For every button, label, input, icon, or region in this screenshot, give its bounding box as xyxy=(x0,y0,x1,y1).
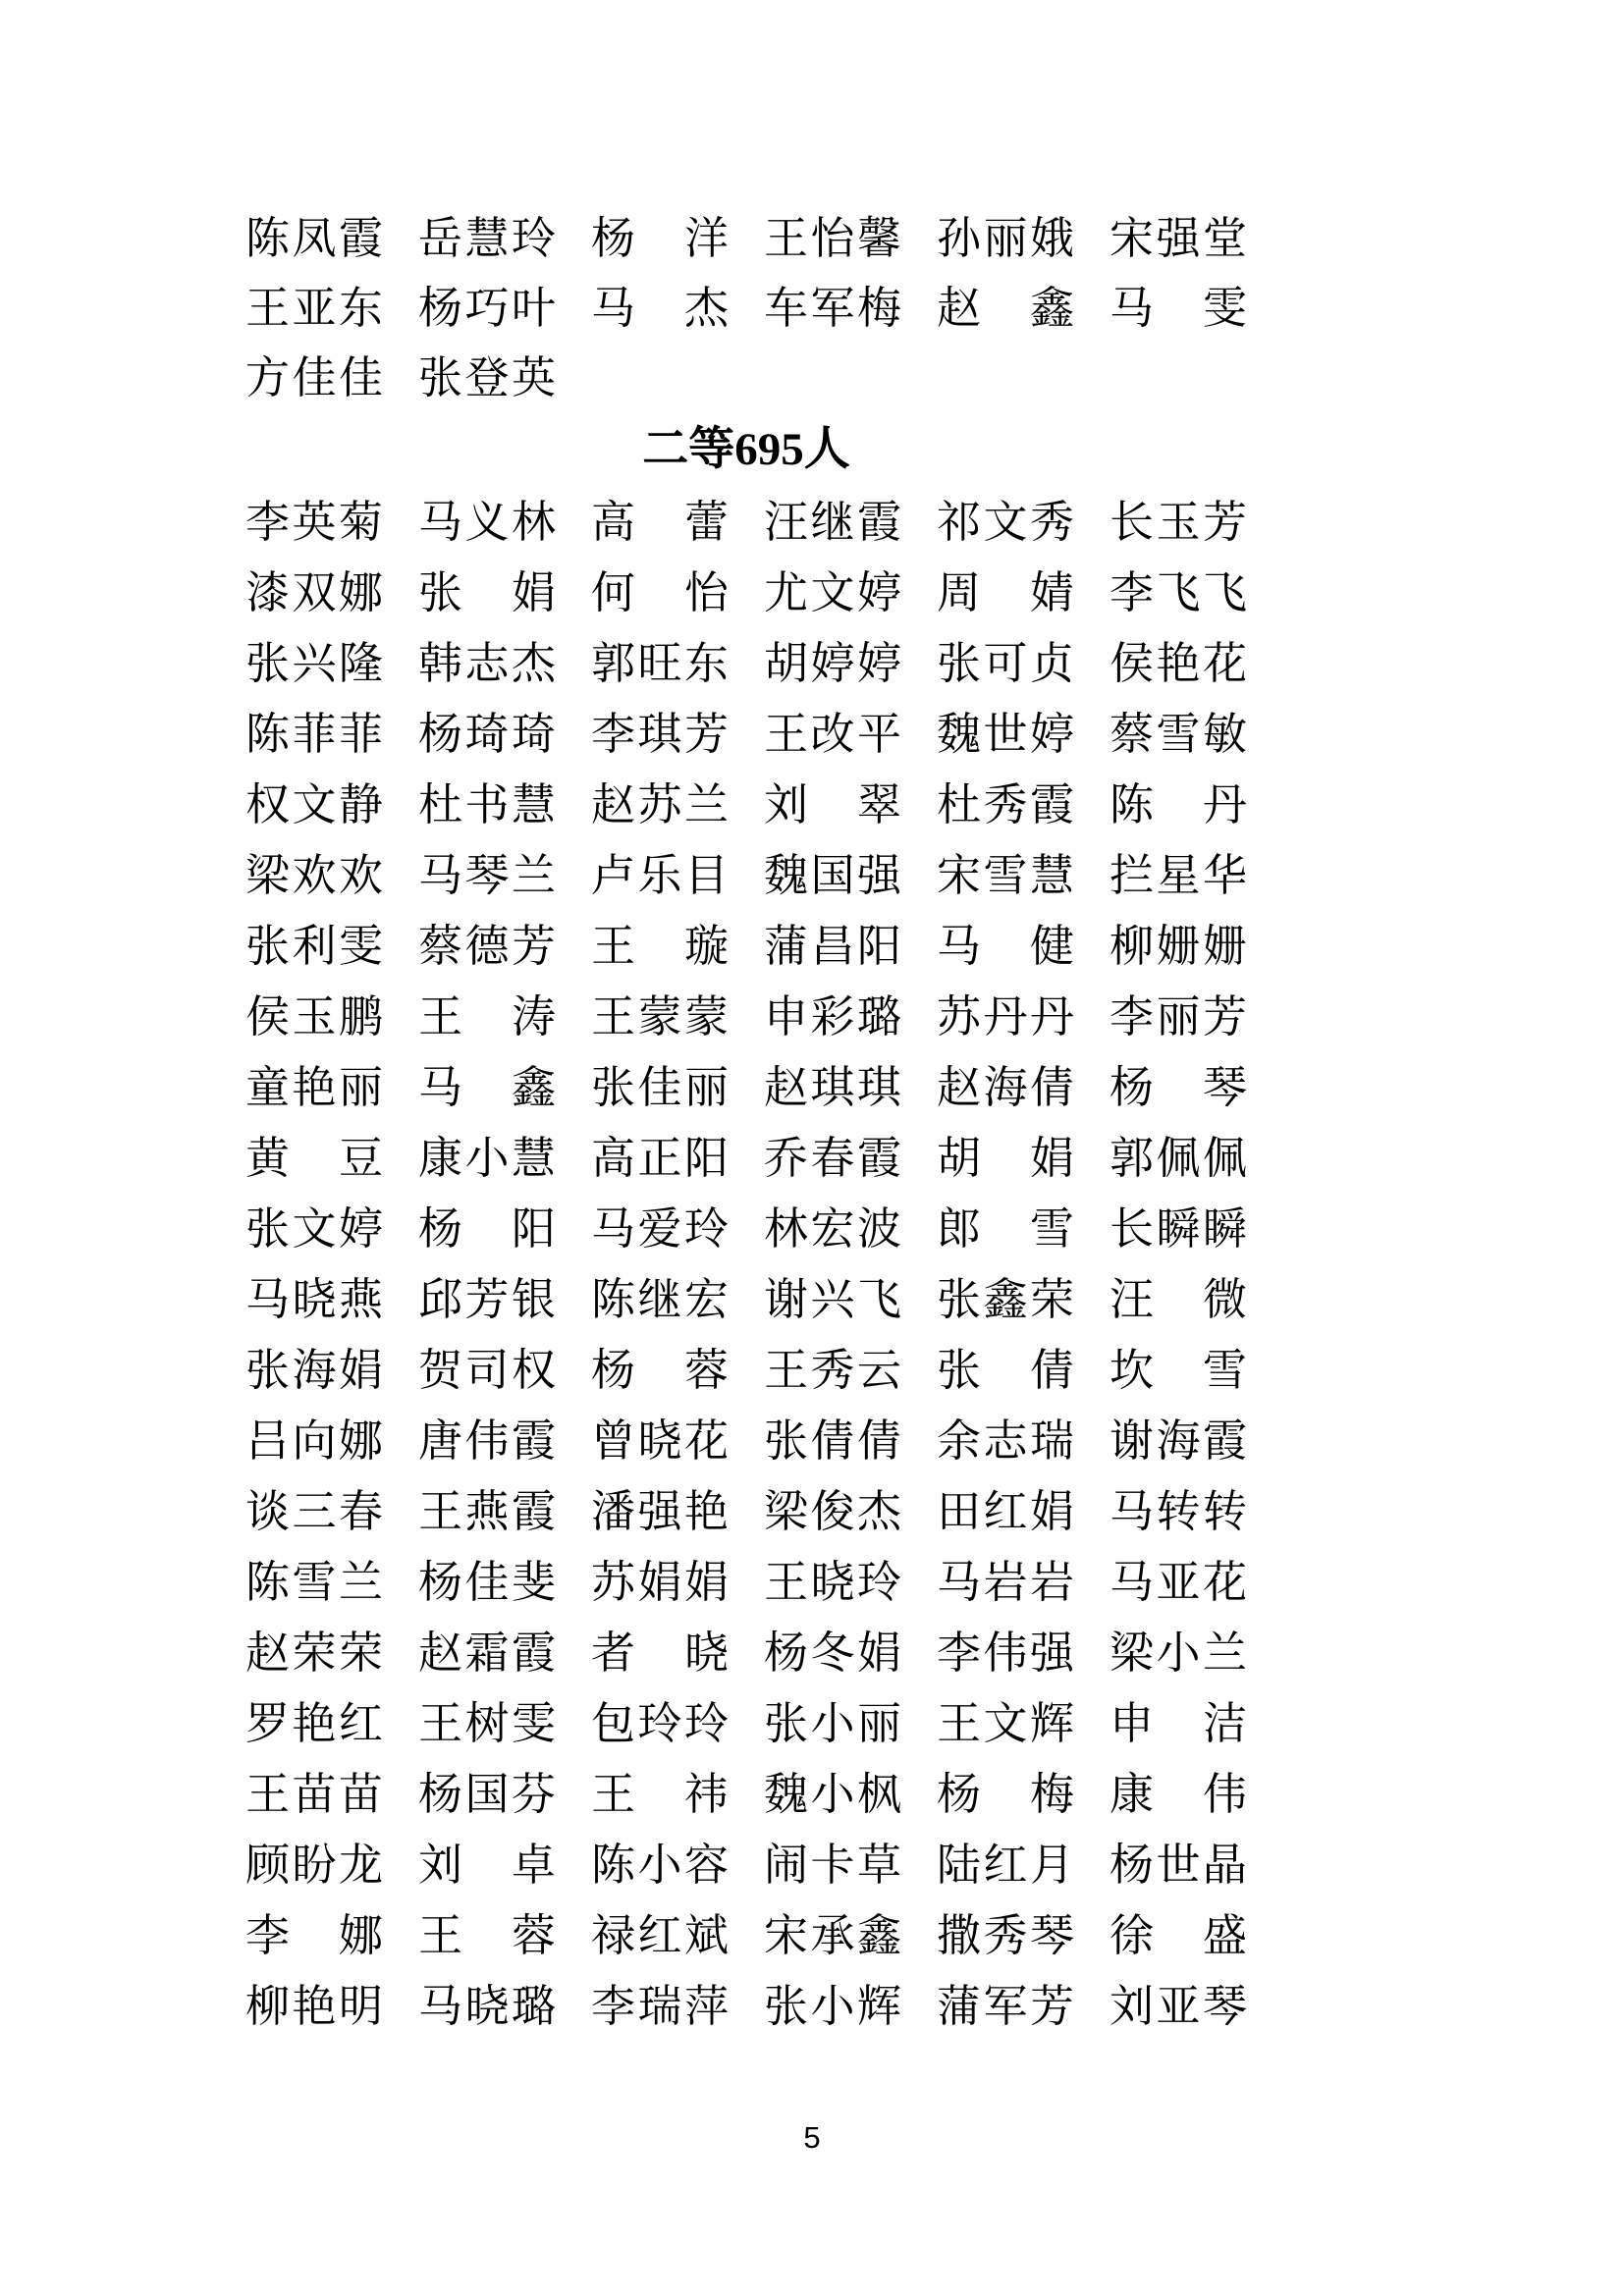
person-name: 马雯 xyxy=(1110,284,1247,333)
person-name: 赵琪琪 xyxy=(764,1062,901,1112)
person-name: 潘强艳 xyxy=(591,1486,729,1536)
person-name: 陈继宏 xyxy=(591,1274,729,1324)
name-row xyxy=(245,1194,1247,1264)
person-name: 蒲昌阳 xyxy=(764,921,901,971)
person-name: 撒秀琴 xyxy=(937,1910,1074,1960)
name-row xyxy=(245,770,1247,840)
person-name: 胡娟 xyxy=(937,1133,1074,1183)
name-row xyxy=(245,1547,1247,1618)
name-row xyxy=(245,487,1247,558)
person-name: 张利雯 xyxy=(245,921,383,971)
person-name: 王改平 xyxy=(764,709,901,759)
person-name: 张小丽 xyxy=(764,1698,901,1748)
person-name: 王树雯 xyxy=(418,1698,556,1748)
person-name: 申洁 xyxy=(1110,1698,1247,1748)
name-row xyxy=(245,1264,1247,1335)
name-row xyxy=(245,699,1247,770)
page-number: 5 xyxy=(803,2120,821,2155)
person-name: 李娜 xyxy=(245,1910,383,1960)
person-name: 张兴隆 xyxy=(245,638,383,688)
person-name: 杨蓉 xyxy=(591,1345,729,1395)
person-name: 杨梅 xyxy=(937,1769,1074,1819)
person-name: 魏小枫 xyxy=(764,1769,901,1819)
person-name: 马杰 xyxy=(591,284,729,333)
person-name: 王亚东 xyxy=(245,284,383,333)
person-name: 李飞飞 xyxy=(1110,567,1247,617)
name-row xyxy=(245,558,1247,628)
person-name: 蒲军芳 xyxy=(937,1981,1074,2031)
person-name: 赵鑫 xyxy=(937,284,1074,333)
person-name: 郭旺东 xyxy=(591,638,729,688)
person-name: 陈凤霞 xyxy=(245,214,383,263)
person-name: 禄红斌 xyxy=(591,1910,729,1960)
name-row xyxy=(245,628,1247,699)
name-row xyxy=(245,204,1247,274)
person-name: 谈三春 xyxy=(245,1486,383,1536)
person-name: 杨阳 xyxy=(418,1203,556,1254)
person-name: 田红娟 xyxy=(937,1486,1074,1536)
name-row xyxy=(245,1618,1247,1688)
person-name: 王蒙蒙 xyxy=(591,991,729,1041)
person-name: 马亚花 xyxy=(1110,1557,1247,1607)
person-name: 蔡雪敏 xyxy=(1110,709,1247,759)
person-name: 包玲玲 xyxy=(591,1698,729,1748)
person-name: 马晓燕 xyxy=(245,1274,383,1324)
person-name: 宋强堂 xyxy=(1110,214,1247,263)
person-name: 宋承鑫 xyxy=(764,1910,901,1960)
person-name: 马健 xyxy=(937,921,1074,971)
person-name: 苏丹丹 xyxy=(937,991,1074,1041)
person-name: 谢兴飞 xyxy=(764,1274,901,1324)
name-row xyxy=(245,911,1247,982)
person-name: 邱芳银 xyxy=(418,1274,556,1324)
section-heading: 二等695人 xyxy=(642,424,850,475)
person-name: 魏世婷 xyxy=(937,709,1074,759)
person-name: 张小辉 xyxy=(764,1981,901,2031)
person-name: 马爱玲 xyxy=(591,1203,729,1254)
person-name: 王苗苗 xyxy=(245,1769,383,1819)
person-name: 贺司权 xyxy=(418,1345,556,1395)
person-name: 陈小容 xyxy=(591,1840,729,1890)
person-name: 马琴兰 xyxy=(418,850,556,900)
person-name: 权文静 xyxy=(245,779,383,829)
person-name: 李瑞萍 xyxy=(591,1981,729,2031)
person-name: 长瞬瞬 xyxy=(1110,1203,1247,1254)
person-name: 徐盛 xyxy=(1110,1910,1247,1960)
person-name: 顾盼龙 xyxy=(245,1840,383,1890)
person-name: 宋雪慧 xyxy=(937,850,1074,900)
person-name: 申彩璐 xyxy=(764,991,901,1041)
person-name: 周婧 xyxy=(937,567,1074,617)
person-name: 曾晓花 xyxy=(591,1415,729,1466)
person-name: 李伟强 xyxy=(937,1628,1074,1678)
name-row xyxy=(245,1406,1247,1476)
person-name: 林宏波 xyxy=(764,1203,901,1254)
person-name: 陆红月 xyxy=(937,1840,1074,1890)
person-name: 王晓玲 xyxy=(764,1557,901,1607)
person-name: 车军梅 xyxy=(764,284,901,333)
person-name: 拦星华 xyxy=(1110,850,1247,900)
person-name: 杨世晶 xyxy=(1110,1840,1247,1890)
person-name: 刘亚琴 xyxy=(1110,1981,1247,2031)
name-row xyxy=(245,1971,1247,2042)
person-name: 康小慧 xyxy=(418,1133,556,1183)
person-name: 刘卓 xyxy=(418,1840,556,1890)
person-name: 杨佳斐 xyxy=(418,1557,556,1607)
person-name: 柳姗姗 xyxy=(1110,921,1247,971)
person-name: 高蕾 xyxy=(591,497,729,547)
name-row xyxy=(245,1688,1247,1759)
person-name: 高正阳 xyxy=(591,1133,729,1183)
person-name: 杨琦琦 xyxy=(418,709,556,759)
person-name: 韩志杰 xyxy=(418,638,556,688)
person-name: 杨巧叶 xyxy=(418,284,556,333)
person-name: 王怡馨 xyxy=(764,214,901,263)
name-row xyxy=(245,274,1247,344)
person-name: 李丽芳 xyxy=(1110,991,1247,1041)
person-name: 苏娟娟 xyxy=(591,1557,729,1607)
person-name: 李英菊 xyxy=(245,497,383,547)
person-name: 张倩 xyxy=(937,1345,1074,1395)
person-name: 尤文婷 xyxy=(764,567,901,617)
person-name: 杨洋 xyxy=(591,214,729,263)
person-name: 王秀云 xyxy=(764,1345,901,1395)
person-name: 赵苏兰 xyxy=(591,779,729,829)
person-name: 余志瑞 xyxy=(937,1415,1074,1466)
person-name: 张佳丽 xyxy=(591,1062,729,1112)
person-name: 陈菲菲 xyxy=(245,709,383,759)
person-name: 郭佩佩 xyxy=(1110,1133,1247,1183)
name-row xyxy=(245,982,1247,1052)
person-name: 杜书慧 xyxy=(418,779,556,829)
person-name: 赵荣荣 xyxy=(245,1628,383,1678)
person-name: 杜秀霞 xyxy=(937,779,1074,829)
person-name: 黄豆 xyxy=(245,1133,383,1183)
person-name: 陈雪兰 xyxy=(245,1557,383,1607)
person-name: 马鑫 xyxy=(418,1062,556,1112)
name-row xyxy=(245,344,1247,413)
person-name: 祁文秀 xyxy=(937,497,1074,547)
person-name: 赵海倩 xyxy=(937,1062,1074,1112)
person-name: 乔春霞 xyxy=(764,1133,901,1183)
person-name: 汪继霞 xyxy=(764,497,901,547)
person-name: 岳慧玲 xyxy=(418,214,556,263)
name-grid-main-section xyxy=(245,487,1247,2042)
name-row xyxy=(245,1759,1247,1830)
person-name: 张鑫荣 xyxy=(937,1274,1074,1324)
person-name: 刘翠 xyxy=(764,779,901,829)
person-name: 侯艳花 xyxy=(1110,638,1247,688)
person-name: 梁小兰 xyxy=(1110,1628,1247,1678)
person-name: 侯玉鹏 xyxy=(245,991,383,1041)
person-name: 张可贞 xyxy=(937,638,1074,688)
name-row xyxy=(245,1052,1247,1123)
person-name: 王燕霞 xyxy=(418,1486,556,1536)
person-name: 坎雪 xyxy=(1110,1345,1247,1395)
person-name: 张海娟 xyxy=(245,1345,383,1395)
person-name: 唐伟霞 xyxy=(418,1415,556,1466)
person-name: 谢海霞 xyxy=(1110,1415,1247,1466)
person-name: 李琪芳 xyxy=(591,709,729,759)
person-name: 梁俊杰 xyxy=(764,1486,901,1536)
person-name: 何怡 xyxy=(591,567,729,617)
person-name: 陈丹 xyxy=(1110,779,1247,829)
name-row xyxy=(245,1335,1247,1406)
person-name: 闹卡草 xyxy=(764,1840,901,1890)
person-name: 梁欢欢 xyxy=(245,850,383,900)
person-name: 童艳丽 xyxy=(245,1062,383,1112)
person-name: 汪微 xyxy=(1110,1274,1247,1324)
person-name: 康伟 xyxy=(1110,1769,1247,1819)
name-row xyxy=(245,1123,1247,1194)
page-content xyxy=(245,204,1247,2042)
person-name: 王璇 xyxy=(591,921,729,971)
person-name: 张娟 xyxy=(418,567,556,617)
person-name: 王文辉 xyxy=(937,1698,1074,1748)
name-row xyxy=(245,1830,1247,1900)
person-name: 杨琴 xyxy=(1110,1062,1247,1112)
person-name: 马义林 xyxy=(418,497,556,547)
name-row xyxy=(245,840,1247,911)
person-name: 杨冬娟 xyxy=(764,1628,901,1678)
person-name: 漆双娜 xyxy=(245,567,383,617)
person-name: 吕向娜 xyxy=(245,1415,383,1466)
person-name: 马晓璐 xyxy=(418,1981,556,2031)
person-name: 王祎 xyxy=(591,1769,729,1819)
person-name: 杨国芬 xyxy=(418,1769,556,1819)
name-row xyxy=(245,1900,1247,1971)
person-name: 张文婷 xyxy=(245,1203,383,1254)
name-row xyxy=(245,1476,1247,1547)
person-name: 卢乐目 xyxy=(591,850,729,900)
person-name: 蔡德芳 xyxy=(418,921,556,971)
person-name: 赵霜霞 xyxy=(418,1628,556,1678)
person-name: 孙丽娥 xyxy=(937,214,1074,263)
person-name: 长玉芳 xyxy=(1110,497,1247,547)
person-name: 马岩岩 xyxy=(937,1557,1074,1607)
person-name: 郎雪 xyxy=(937,1203,1074,1254)
person-name: 胡婷婷 xyxy=(764,638,901,688)
person-name: 方佳佳 xyxy=(245,353,383,402)
person-name: 罗艳红 xyxy=(245,1698,383,1748)
person-name: 者晓 xyxy=(591,1628,729,1678)
person-name: 柳艳明 xyxy=(245,1981,383,2031)
person-name: 王蓉 xyxy=(418,1910,556,1960)
person-name: 马转转 xyxy=(1110,1486,1247,1536)
person-name: 王涛 xyxy=(418,991,556,1041)
person-name: 魏国强 xyxy=(764,850,901,900)
person-name: 张登英 xyxy=(418,353,556,402)
name-grid-top-section xyxy=(245,204,1247,413)
person-name: 张倩倩 xyxy=(764,1415,901,1466)
